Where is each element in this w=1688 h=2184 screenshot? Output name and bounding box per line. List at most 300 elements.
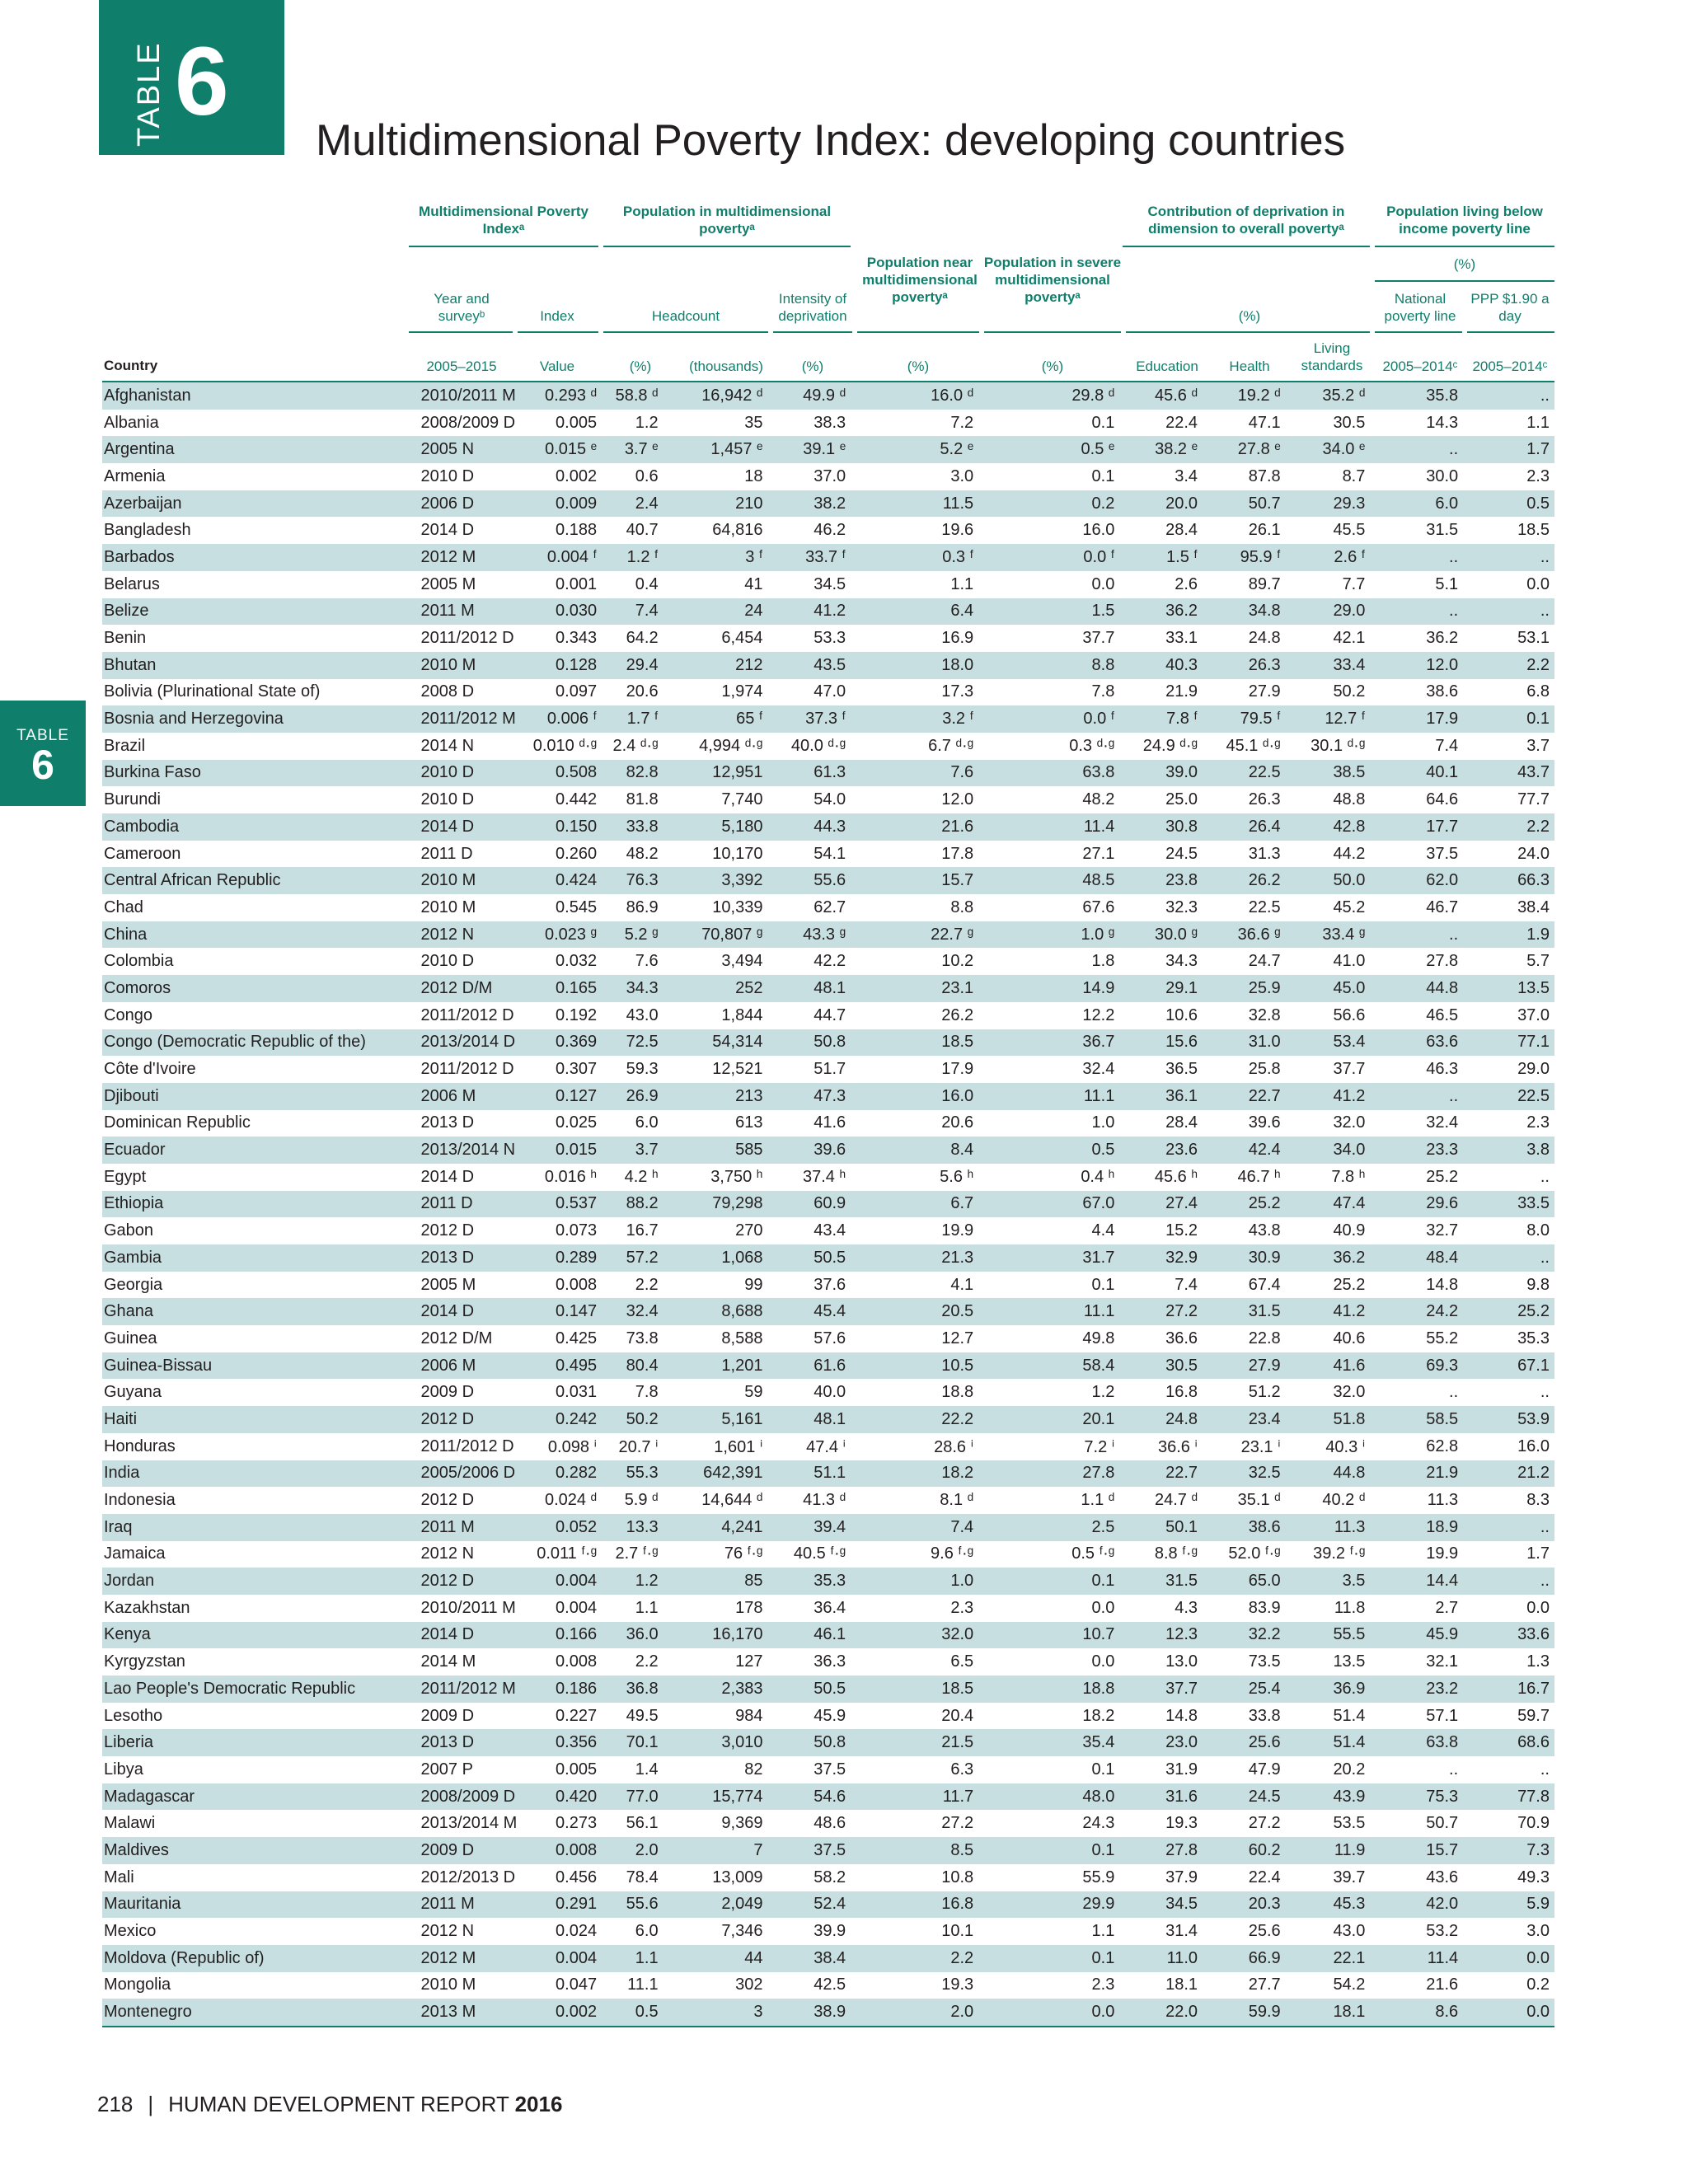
table-cell: 2,049	[663, 1891, 768, 1919]
table-cell: 18.0	[851, 652, 978, 679]
table-cell: 45.9	[767, 1703, 851, 1730]
table-cell: 1.1	[851, 571, 978, 598]
subheader-headcount: Headcount	[651, 308, 720, 324]
table-cell: 32.1	[1370, 1648, 1463, 1675]
table-cell: 19.2 ᵈ	[1203, 382, 1286, 410]
table-cell: 82.8	[602, 760, 663, 787]
table-row	[102, 1810, 1554, 1837]
table-cell: 8.4	[851, 1137, 978, 1164]
table-cell: 0.273	[520, 1810, 602, 1837]
table-cell: 41.6	[1286, 1352, 1371, 1380]
table-row	[102, 517, 1554, 544]
table-cell: 3.4	[1119, 463, 1203, 490]
table-cell: 11.1	[978, 1083, 1119, 1110]
table-cell: 0.005	[520, 1756, 602, 1783]
table-cell: 67.0	[978, 1191, 1119, 1218]
table-cell: 3 ᶠ	[663, 544, 768, 571]
table-cell: 8.3	[1463, 1487, 1554, 1514]
table-cell: 55.6	[602, 1891, 663, 1919]
table-cell: 35.2 ᵈ	[1286, 382, 1371, 410]
table-cell: 29.4	[602, 652, 663, 679]
table-cell: 7.8 ᶠ	[1119, 705, 1203, 733]
table-cell: 37.5	[1370, 841, 1463, 868]
table-cell: 2014 M	[411, 1648, 521, 1675]
table-cell: 26.2	[1203, 867, 1286, 894]
table-cell: 99	[663, 1272, 768, 1299]
table-cell: 0.127	[520, 1083, 602, 1110]
country-name: Montenegro	[102, 1999, 411, 2027]
table-cell: 53.1	[1463, 625, 1554, 652]
table-cell: 64,816	[663, 517, 768, 544]
table-cell: 32.9	[1119, 1244, 1203, 1272]
rule-year	[409, 331, 513, 333]
table-cell: 50.5	[767, 1675, 851, 1703]
table-cell: 0.150	[520, 813, 602, 841]
table-cell: 17.8	[851, 841, 978, 868]
table-cell: 0.128	[520, 652, 602, 679]
table-cell: 25.8	[1203, 1056, 1286, 1083]
table-cell: 3.7 ᵉ	[602, 436, 663, 463]
table-cell: 11.1	[602, 1972, 663, 1999]
table-cell: 6.8	[1463, 679, 1554, 706]
table-cell: 47.4 ⁱ	[767, 1433, 851, 1460]
table-cell: 0.307	[520, 1056, 602, 1083]
table-cell: 3.8	[1463, 1137, 1554, 1164]
table-cell: 50.8	[767, 1729, 851, 1756]
table-cell: 7.2	[851, 410, 978, 437]
table-cell: 14.3	[1370, 410, 1463, 437]
table-cell: 213	[663, 1083, 768, 1110]
table-cell: 2010/2011 M	[411, 1595, 521, 1622]
table-cell: 36.8	[602, 1675, 663, 1703]
table-cell: 41.0	[1286, 948, 1371, 975]
table-cell: 31.5	[1203, 1298, 1286, 1325]
table-cell: 0.0	[978, 571, 1119, 598]
country-name: Cambodia	[102, 813, 411, 841]
table-cell: 5.9 ᵈ	[602, 1487, 663, 1514]
table-cell: 613	[663, 1110, 768, 1137]
table-cell: ..	[1463, 1514, 1554, 1541]
table-cell: 14,644 ᵈ	[663, 1487, 768, 1514]
table-cell: 45.3	[1286, 1891, 1371, 1919]
table-cell: 2014 D	[411, 1164, 521, 1191]
table-row	[102, 1056, 1554, 1083]
table-cell: 3.0	[1463, 1918, 1554, 1945]
table-cell: 12.7 ᶠ	[1286, 705, 1371, 733]
table-cell: 39.6	[1203, 1110, 1286, 1137]
table-cell: 2011 M	[411, 1514, 521, 1541]
table-cell: 28.4	[1119, 1110, 1203, 1137]
table-cell: 210	[663, 490, 768, 518]
table-cell: 77.0	[602, 1783, 663, 1811]
table-cell: 2010 M	[411, 894, 521, 921]
table-cell: 0.3 ᵈ·ᵍ	[978, 733, 1119, 760]
table-cell: 0.420	[520, 1783, 602, 1811]
country-name: Gambia	[102, 1244, 411, 1272]
table-cell: 32.4	[602, 1298, 663, 1325]
table-cell: 3.7	[602, 1137, 663, 1164]
table-row	[102, 1298, 1554, 1325]
table-cell: 45.6 ʰ	[1119, 1164, 1203, 1191]
table-cell: 24.3	[978, 1810, 1119, 1837]
rule-ppp	[1467, 331, 1554, 333]
country-name: Mauritania	[102, 1891, 411, 1919]
table-cell: 21.5	[851, 1729, 978, 1756]
country-name: Ethiopia	[102, 1191, 411, 1218]
table-cell: 20.6	[602, 679, 663, 706]
table-cell: 21.9	[1119, 679, 1203, 706]
table-cell: 38.3	[767, 410, 851, 437]
table-cell: 6.0	[602, 1110, 663, 1137]
table-cell: 2.0	[602, 1837, 663, 1864]
country-name: Egypt	[102, 1164, 411, 1191]
table-cell: 2012/2013 D	[411, 1864, 521, 1891]
table-cell: 22.8	[1203, 1325, 1286, 1352]
table-cell: 50.7	[1370, 1810, 1463, 1837]
country-name: India	[102, 1460, 411, 1488]
table-cell: 2012 D/M	[411, 1325, 521, 1352]
table-cell: 30.8	[1119, 813, 1203, 841]
table-cell: 70.1	[602, 1729, 663, 1756]
table-cell: 2012 D	[411, 1568, 521, 1595]
table-row	[102, 841, 1554, 868]
table-cell: 47.4	[1286, 1191, 1371, 1218]
table-cell: 0.0	[1463, 571, 1554, 598]
table-cell: 5.2 ᵍ	[602, 921, 663, 949]
table-cell: 0.052	[520, 1514, 602, 1541]
table-cell: 2013 D	[411, 1729, 521, 1756]
table-cell: 0.188	[520, 517, 602, 544]
country-name: Malawi	[102, 1810, 411, 1837]
table-cell: 34.3	[1119, 948, 1203, 975]
table-cell: 127	[663, 1648, 768, 1675]
page-footer	[97, 2092, 562, 2117]
table-cell: 2010 D	[411, 786, 521, 813]
table-cell: 0.1	[978, 1568, 1119, 1595]
table-cell: 6.3	[851, 1756, 978, 1783]
table-cell: 1.7	[1463, 1541, 1554, 1568]
table-cell: 21.6	[1370, 1972, 1463, 1999]
country-name: Central African Republic	[102, 867, 411, 894]
country-name: Iraq	[102, 1514, 411, 1541]
table-cell: 51.4	[1286, 1703, 1371, 1730]
table-cell: 16,942 ᵈ	[663, 382, 768, 410]
table-cell: 41.2	[1286, 1298, 1371, 1325]
table-cell: 1.1	[602, 1595, 663, 1622]
table-cell: 20.2	[1286, 1756, 1371, 1783]
table-row	[102, 544, 1554, 571]
unit-value: Value	[539, 359, 575, 374]
table-cell: 63.8	[978, 760, 1119, 787]
table-cell: 40.6	[1286, 1325, 1371, 1352]
table-cell: 19.6	[851, 517, 978, 544]
table-cell: ..	[1370, 544, 1463, 571]
table-cell: 9.6 ᶠ·ᵍ	[851, 1541, 978, 1568]
table-cell: 30.1 ᵈ·ᵍ	[1286, 733, 1371, 760]
table-cell: 11.4	[978, 813, 1119, 841]
table-cell: 0.5 ᶠ·ᵍ	[978, 1541, 1119, 1568]
table-cell: 36.5	[1119, 1056, 1203, 1083]
table-cell: 19.9	[1370, 1541, 1463, 1568]
table-cell: 4,241	[663, 1514, 768, 1541]
table-cell: 2011/2012 D	[411, 1433, 521, 1460]
table-cell: 0.192	[520, 1002, 602, 1029]
table-cell: 7.8	[978, 679, 1119, 706]
table-cell: 8.6	[1370, 1999, 1463, 2027]
table-cell: 0.186	[520, 1675, 602, 1703]
table-cell: 60.2	[1203, 1837, 1286, 1864]
table-row	[102, 679, 1554, 706]
table-cell: 66.3	[1463, 867, 1554, 894]
table-cell: 42.0	[1370, 1891, 1463, 1919]
table-row	[102, 894, 1554, 921]
table-cell: 2005 M	[411, 571, 521, 598]
table-cell: 27.2	[1119, 1298, 1203, 1325]
table-cell: 178	[663, 1595, 768, 1622]
table-cell: 1.4	[602, 1756, 663, 1783]
table-row	[102, 813, 1554, 841]
table-cell: 0.1	[978, 1756, 1119, 1783]
country-name: Kyrgyzstan	[102, 1648, 411, 1675]
table-cell: 0.008	[520, 1648, 602, 1675]
subheader-ppp: PPP $1.90 a day	[1470, 291, 1550, 324]
table-row	[102, 436, 1554, 463]
table-row	[102, 1406, 1554, 1433]
table-cell: 0.015	[520, 1137, 602, 1164]
table-cell: 67.1	[1463, 1352, 1554, 1380]
table-cell: 2013/2014 D	[411, 1029, 521, 1057]
subheader-living: Living standards	[1301, 340, 1363, 373]
table-cell: 11.4	[1370, 1945, 1463, 1972]
page-number: 218	[97, 2092, 134, 2116]
table-cell: 270	[663, 1217, 768, 1244]
table-cell: 76.3	[602, 867, 663, 894]
table-cell: 16.0	[851, 1083, 978, 1110]
table-cell: 0.1	[978, 1837, 1119, 1864]
table-cell: 0.2	[978, 490, 1119, 518]
table-row	[102, 867, 1554, 894]
table-cell: 22.2	[851, 1406, 978, 1433]
table-cell: 0.356	[520, 1729, 602, 1756]
table-row	[102, 1514, 1554, 1541]
table-cell: 6.0	[1370, 490, 1463, 518]
table-cell: 2012 D/M	[411, 975, 521, 1002]
table-cell: 0.1	[978, 1272, 1119, 1299]
table-cell: 5.2 ᵉ	[851, 436, 978, 463]
table-cell: 7.2 ⁱ	[978, 1433, 1119, 1460]
table-cell: 50.5	[767, 1244, 851, 1272]
table-row	[102, 1729, 1554, 1756]
table-cell: 2011/2012 D	[411, 625, 521, 652]
table-cell: 34.5	[767, 571, 851, 598]
table-cell: 0.369	[520, 1029, 602, 1057]
table-cell: 10,339	[663, 894, 768, 921]
table-cell: 41.2	[1286, 1083, 1371, 1110]
table-cell: 0.011 ᶠ·ᵍ	[520, 1541, 602, 1568]
table-cell: 43.6	[1370, 1864, 1463, 1891]
table-cell: 57.2	[602, 1244, 663, 1272]
table-cell: 33.6	[1463, 1622, 1554, 1649]
country-name: Barbados	[102, 544, 411, 571]
table-cell: 0.008	[520, 1272, 602, 1299]
unit-ppp-year: 2005–2014ᶜ	[1472, 359, 1548, 374]
table-cell: 34.3	[602, 975, 663, 1002]
table-cell: 57.1	[1370, 1703, 1463, 1730]
table-cell: 2014 D	[411, 1622, 521, 1649]
table-cell: 24.8	[1119, 1406, 1203, 1433]
table-cell: 36.4	[767, 1595, 851, 1622]
table-cell: 59	[663, 1379, 768, 1406]
page-title: Multidimensional Poverty Index: developing countries	[316, 116, 1346, 165]
table-cell: 11.3	[1286, 1514, 1371, 1541]
table-cell: 14.4	[1370, 1568, 1463, 1595]
table-cell: 14.9	[978, 975, 1119, 1002]
table-cell: 24.2	[1370, 1298, 1463, 1325]
table-cell: 2010 M	[411, 1972, 521, 1999]
table-row	[102, 1972, 1554, 1999]
table-cell: 11.0	[1119, 1945, 1203, 1972]
table-row	[102, 1325, 1554, 1352]
country-name: Lao People's Democratic Republic	[102, 1675, 411, 1703]
table-cell: 0.456	[520, 1864, 602, 1891]
table-cell: 36.3	[767, 1648, 851, 1675]
table-cell: ..	[1463, 1244, 1554, 1272]
table-cell: 54.2	[1286, 1972, 1371, 1999]
table-badge-number: 6	[175, 27, 229, 136]
table-cell: 0.001	[520, 571, 602, 598]
table-cell: 12.0	[851, 786, 978, 813]
country-name: Bangladesh	[102, 517, 411, 544]
table-cell: 0.015 ᵉ	[520, 436, 602, 463]
table-cell: 40.2 ᵈ	[1286, 1487, 1371, 1514]
table-cell: 40.7	[602, 517, 663, 544]
table-cell: 984	[663, 1703, 768, 1730]
table-cell: 47.0	[767, 679, 851, 706]
table-cell: 23.0	[1119, 1729, 1203, 1756]
table-cell: 38.4	[1463, 894, 1554, 921]
table-cell: 0.023 ᵍ	[520, 921, 602, 949]
table-cell: 37.5	[767, 1756, 851, 1783]
table-cell: 17.7	[1370, 813, 1463, 841]
table-cell: 0.073	[520, 1217, 602, 1244]
table-cell: 46.7	[1370, 894, 1463, 921]
table-cell: 58.5	[1370, 1406, 1463, 1433]
table-cell: 0.032	[520, 948, 602, 975]
table-cell: 36.2	[1119, 598, 1203, 626]
table-cell: 42.8	[1286, 813, 1371, 841]
table-row	[102, 733, 1554, 760]
table-badge-word: TABLE	[132, 41, 166, 147]
table-cell: 16.8	[851, 1891, 978, 1919]
table-cell: 2.6	[1119, 571, 1203, 598]
income-rule	[1375, 280, 1554, 282]
table-cell: 43.4	[767, 1217, 851, 1244]
table-cell: 24.9 ᵈ·ᵍ	[1119, 733, 1203, 760]
table-cell: 62.0	[1370, 867, 1463, 894]
table-cell: 55.6	[767, 867, 851, 894]
table-cell: 43.5	[767, 652, 851, 679]
table-cell: 26.2	[851, 1002, 978, 1029]
table-cell: 42.4	[1203, 1137, 1286, 1164]
table-cell: 3	[663, 1999, 768, 2027]
table-cell: 17.3	[851, 679, 978, 706]
table-cell: 60.9	[767, 1191, 851, 1218]
table-cell: 2.0	[851, 1999, 978, 2027]
table-cell: 35.3	[1463, 1325, 1554, 1352]
table-cell: 39.0	[1119, 760, 1203, 787]
table-cell: 2011/2012 M	[411, 705, 521, 733]
table-cell: 27.9	[1203, 1352, 1286, 1380]
country-name: Bolivia (Plurinational State of)	[102, 679, 411, 706]
unit-severe-pct: (%)	[1041, 359, 1064, 374]
table-cell: 17.9	[851, 1056, 978, 1083]
table-cell: 36.7	[978, 1029, 1119, 1057]
table-cell: 0.147	[520, 1298, 602, 1325]
table-cell: 2.4 ᵈ·ᵍ	[602, 733, 663, 760]
table-row	[102, 1595, 1554, 1622]
table-cell: 18.8	[851, 1379, 978, 1406]
table-cell: 2.2	[851, 1945, 978, 1972]
table-cell: 2.7 ᶠ·ᵍ	[602, 1541, 663, 1568]
country-name: Moldova (Republic of)	[102, 1945, 411, 1972]
country-name: Cameroon	[102, 841, 411, 868]
table-cell: 43.0	[1286, 1918, 1371, 1945]
table-cell: 1.7 ᶠ	[602, 705, 663, 733]
table-cell: 35	[663, 410, 768, 437]
rule-intensity	[773, 331, 852, 333]
table-cell: 77.7	[1463, 786, 1554, 813]
table-cell: 47.1	[1203, 410, 1286, 437]
table-cell: 29.1	[1119, 975, 1203, 1002]
subheader-year-survey: Year and surveyᵇ	[434, 291, 490, 324]
country-name: Kenya	[102, 1622, 411, 1649]
table-cell: 0.0	[978, 1999, 1119, 2027]
table-cell: 1.0	[851, 1568, 978, 1595]
table-cell: 16.0 ᵈ	[851, 382, 978, 410]
table-cell: 38.6	[1203, 1514, 1286, 1541]
table-cell: 1,601 ⁱ	[663, 1433, 768, 1460]
country-name: Jordan	[102, 1568, 411, 1595]
table-row	[102, 1783, 1554, 1811]
table-cell: 2012 N	[411, 1541, 521, 1568]
table-cell: 31.3	[1203, 841, 1286, 868]
group-rule-population	[603, 246, 851, 247]
table-cell: ..	[1370, 436, 1463, 463]
table-cell: 16,170	[663, 1622, 768, 1649]
table-cell: 2.2	[602, 1272, 663, 1299]
table-cell: 6,454	[663, 625, 768, 652]
table-cell: 12.3	[1119, 1622, 1203, 1649]
column-header-country: Country	[104, 358, 158, 373]
table-cell: 1.5	[978, 598, 1119, 626]
table-cell: 0.289	[520, 1244, 602, 1272]
table-row	[102, 1110, 1554, 1137]
table-row	[102, 760, 1554, 787]
table-cell: 2011/2012 M	[411, 1675, 521, 1703]
table-cell: 43.8	[1203, 1217, 1286, 1244]
table-cell: 37.9	[1119, 1864, 1203, 1891]
table-cell: 0.0	[978, 1648, 1119, 1675]
table-cell: 24.7	[1203, 948, 1286, 975]
table-cell: 8.8	[851, 894, 978, 921]
table-cell: 13,009	[663, 1864, 768, 1891]
table-cell: 36.9	[1286, 1675, 1371, 1703]
table-cell: 81.8	[602, 786, 663, 813]
table-cell: 54.0	[767, 786, 851, 813]
table-row	[102, 598, 1554, 626]
table-cell: 11.1	[978, 1298, 1119, 1325]
table-cell: 79.5 ᶠ	[1203, 705, 1286, 733]
